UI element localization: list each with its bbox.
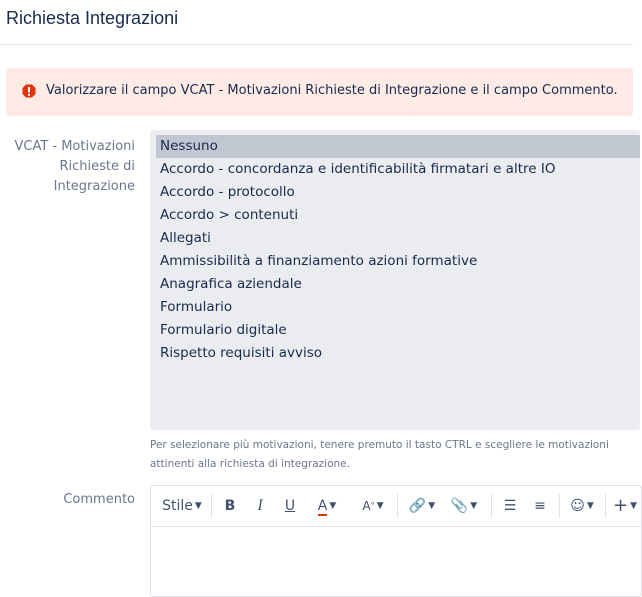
vcat-option[interactable]: Rispetto requisiti avviso <box>160 345 323 361</box>
vcat-option[interactable]: Anagrafica aziendale <box>160 276 302 292</box>
bullet-list-icon: ☰ <box>503 498 517 514</box>
link-dropdown[interactable] <box>407 496 437 516</box>
emoji-dropdown[interactable] <box>567 496 597 516</box>
toolbar-separator <box>605 494 606 518</box>
toolbar-separator <box>211 494 212 518</box>
vcat-option[interactable]: Accordo - concordanza e identificabilità firmatari e altre IO <box>160 161 556 177</box>
vcat-multiselect[interactable] <box>150 130 640 430</box>
superscript-icon: ° <box>370 501 375 510</box>
vcat-option[interactable]: Ammissibilità a finanziamento azioni formative <box>160 253 478 269</box>
vcat-option[interactable]: Accordo > contenuti <box>160 207 299 223</box>
insert-more-dropdown[interactable]: + ▼ <box>612 495 637 516</box>
chevron-down-icon: ▼ <box>470 501 478 511</box>
attachment-icon: 📎 <box>450 498 469 514</box>
chevron-down-icon: ▼ <box>329 501 337 511</box>
editor-toolbar <box>151 486 641 527</box>
underline-button[interactable]: U <box>284 498 296 514</box>
toolbar-separator <box>559 494 560 518</box>
comment-editor[interactable] <box>150 485 642 597</box>
vcat-option[interactable]: Accordo - protocollo <box>160 184 295 200</box>
chevron-down-icon: ▼ <box>630 501 637 511</box>
vcat-option[interactable]: Nessuno <box>156 135 640 158</box>
vcat-field-label: VCAT - Motivazioni Richieste di Integrazione <box>14 139 135 194</box>
bold-button[interactable]: B <box>224 498 236 514</box>
numbered-list-icon: ≡ <box>534 498 546 514</box>
emoji-icon: ☺ <box>570 498 585 514</box>
title-divider <box>0 44 633 45</box>
link-icon: 🔗 <box>408 498 427 514</box>
text-color-dropdown[interactable]: A ▼ <box>317 498 337 514</box>
italic-button[interactable]: I <box>257 497 263 514</box>
error-banner <box>6 68 633 116</box>
vcat-help-text: Per selezionare più motivazioni, tenere premuto il tasto CTRL e scegliere le motivazioni attinenti alla richiesta di integrazione. <box>150 439 609 470</box>
style-dropdown[interactable]: Stile ▼ <box>162 498 202 514</box>
toolbar-separator <box>491 494 492 518</box>
chevron-down-icon: ▼ <box>194 501 202 511</box>
error-icon <box>22 84 36 98</box>
numbered-list-button[interactable] <box>531 496 549 516</box>
error-message: Valorizzare il campo VCAT - Motivazioni Richieste di Integrazione e il campo Commento. <box>46 83 618 98</box>
vcat-option[interactable]: Formulario <box>160 299 233 315</box>
vcat-option[interactable]: Allegati <box>160 230 211 246</box>
dialog-title: Richiesta Integrazioni <box>6 8 179 28</box>
bullet-list-button[interactable] <box>501 496 519 516</box>
chevron-down-icon: ▼ <box>586 501 594 511</box>
more-formatting-dropdown[interactable]: A° ▼ <box>362 499 384 513</box>
vcat-option[interactable]: Formulario digitale <box>160 322 287 338</box>
chevron-down-icon: ▼ <box>428 501 436 511</box>
chevron-down-icon: ▼ <box>376 501 384 511</box>
comment-field-label: Commento <box>63 492 135 507</box>
attachment-dropdown[interactable] <box>449 496 479 516</box>
toolbar-separator <box>397 494 398 518</box>
